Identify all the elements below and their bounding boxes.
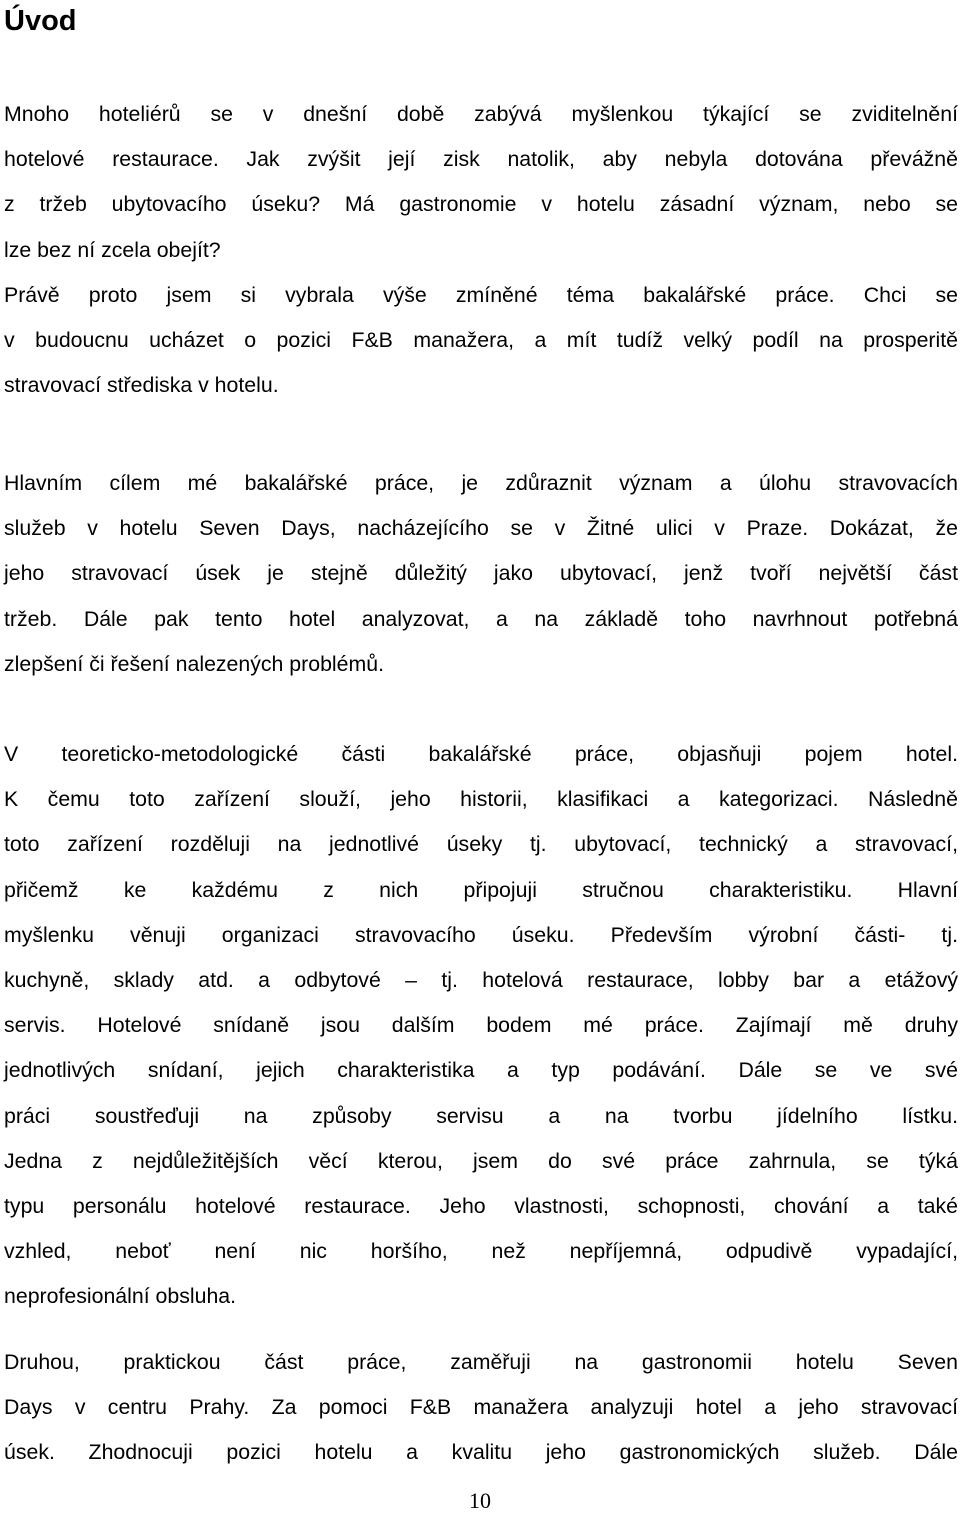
text-line: toto zařízení rozděluji na jednotlivé úseky tj. ubytovací, technický a stravovací, <box>4 832 958 857</box>
text-line: Druhou, praktickou část práce, zaměřuji na gastronomii hotelu Seven <box>4 1350 958 1374</box>
text-line: zlepšení či řešení nalezených problémů. <box>4 651 385 676</box>
text-line: myšlenku věnuji organizaci stravovacího úseku. Především výrobní části- tj. <box>4 922 958 947</box>
text-line: Jedna z nejdůležitějších věcí kterou, jsem do své práce zahrnula, se týká <box>4 1148 958 1173</box>
paragraph-theory <box>4 732 958 1319</box>
text-line: z tržeb ubytovacího úseku? Má gastronomie v hotelu zásadní význam, nebo se <box>4 192 958 217</box>
text-line: K čemu toto zařízení slouží, jeho historii, klasifikaci a kategorizaci. Následně <box>4 787 958 812</box>
paragraph-aim <box>4 461 958 687</box>
text-line: servis. Hotelové snídaně jsou dalším bodem mé práce. Zajímají mě druhy <box>4 1013 958 1038</box>
text-line: lze bez ní zcela obejít? <box>4 237 221 262</box>
text-line: stravovací střediska v hotelu. <box>4 373 279 398</box>
text-line: služeb v hotelu Seven Days, nacházejícího se v Žitné ulici v Praze. Dokázat, že <box>4 516 958 541</box>
text-line: typu personálu hotelové restaurace. Jeho vlastnosti, schopnosti, chování a také <box>4 1193 958 1218</box>
text-line: přičemž ke každému z nich připojuji stručnou charakteristiku. Hlavní <box>4 877 958 902</box>
text-line: vzhled, neboť není nic horšího, než nepříjemná, odpudivě vypadající, <box>4 1239 958 1264</box>
paragraph-introduction <box>4 92 958 408</box>
text-line: jednotlivých snídaní, jejich charakteristika a typ podávání. Dále se ve své <box>4 1058 958 1083</box>
text-line: V teoreticko-metodologické části bakalářské práce, objasňuji pojem hotel. <box>4 742 958 766</box>
text-line: tržeb. Dále pak tento hotel analyzovat, a na základě toho navrhnout potřebná <box>4 606 958 631</box>
text-line: hotelové restaurace. Jak zvýšit její zisk natolik, aby nebyla dotována převážně <box>4 147 958 172</box>
text-line: úsek. Zhodnocuji pozici hotelu a kvalitu jeho gastronomických služeb. Dále <box>4 1440 958 1465</box>
text-line: Hlavním cílem mé bakalářské práce, je zdůraznit význam a úlohu stravovacích <box>4 471 958 495</box>
text-line: neprofesionální obsluha. <box>4 1284 237 1309</box>
section-heading: Úvod <box>4 5 77 37</box>
text-line: kuchyně, sklady atd. a odbytové – tj. hotelová restaurace, lobby bar a etážový <box>4 967 958 992</box>
text-line: Mnoho hoteliérů se v dnešní době zabývá myšlenkou týkající se zviditelnění <box>4 102 958 126</box>
text-line: Days v centru Prahy. Za pomoci F&B manažera analyzuji hotel a jeho stravovací <box>4 1395 958 1420</box>
text-line: jeho stravovací úsek je stejně důležitý jako ubytovací, jenž tvoří největší část <box>4 561 958 586</box>
page-number: 10 <box>469 1488 491 1513</box>
text-line: práci soustřeďuji na způsoby servisu a na tvorbu jídelního lístku. <box>4 1103 958 1128</box>
paragraph-practical <box>4 1340 958 1476</box>
text-line: v budoucnu ucházet o pozici F&B manažera, a mít tudíž velký podíl na prosperitě <box>4 327 958 352</box>
text-line: Právě proto jsem si vybrala výše zmíněné téma bakalářské práce. Chci se <box>4 282 958 307</box>
